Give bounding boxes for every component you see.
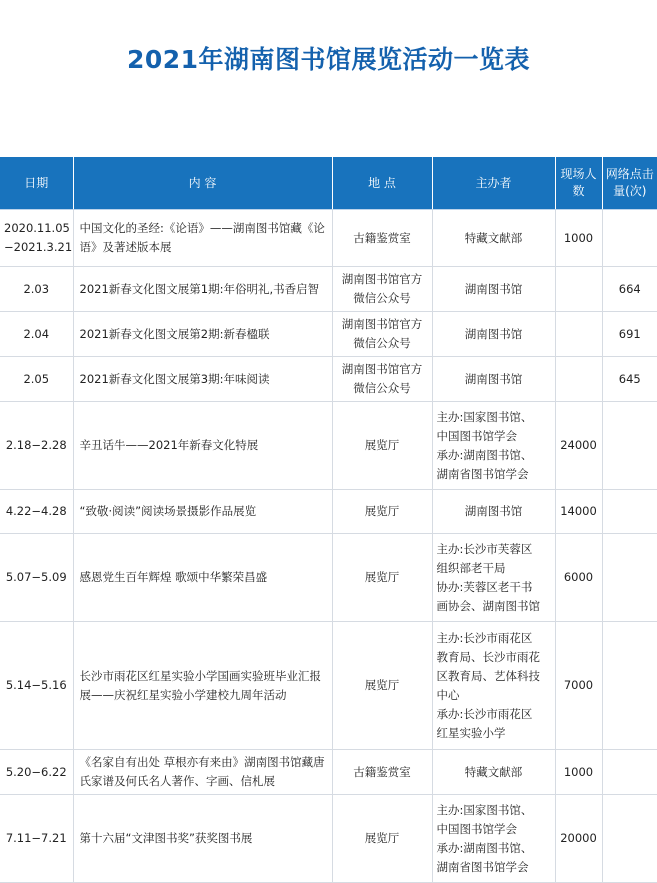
table-row [0, 490, 657, 534]
cell-clicks: 691 [602, 312, 657, 357]
table-row [0, 750, 657, 795]
cell-visitors: 7000 [555, 622, 602, 750]
organizer-line: 承办:湖南图书馆、 [436, 840, 533, 855]
cell-place: 展览厅 [332, 622, 432, 750]
cell-visitors [555, 312, 602, 357]
cell-content: 辛丑话牛——2021年新春文化特展 [73, 402, 332, 490]
cell-clicks [602, 622, 657, 750]
organizer-line: 湖南图书馆 [464, 326, 523, 341]
organizer-line: 湖南图书馆 [464, 371, 523, 386]
cell-clicks [602, 750, 657, 795]
cell-place: 展览厅 [332, 490, 432, 534]
organizer-line: 主办:国家图书馆、 [436, 409, 533, 424]
cell-content: 中国文化的圣经:《论语》——湖南图书馆藏《论语》及著述版本展 [73, 210, 332, 267]
organizer-line: 主办:国家图书馆、 [436, 802, 533, 817]
cell-date: 5.14−5.16 [0, 622, 73, 750]
header-date: 日期 [0, 157, 73, 210]
table-row [0, 210, 657, 267]
table-row [0, 402, 657, 490]
cell-organizer [432, 210, 555, 267]
cell-date: 5.07−5.09 [0, 534, 73, 622]
organizer-line: 中国图书馆学会 [436, 821, 517, 836]
cell-visitors: 14000 [555, 490, 602, 534]
cell-date: 2020.11.05 −2021.3.21 [0, 210, 73, 267]
cell-organizer [432, 402, 555, 490]
cell-organizer [432, 750, 555, 795]
table-row [0, 795, 657, 883]
cell-place: 展览厅 [332, 795, 432, 883]
organizer-line: 中国图书馆学会 [436, 428, 517, 443]
cell-date: 2.03 [0, 267, 73, 312]
cell-date: 7.11−7.21 [0, 795, 73, 883]
cell-clicks [602, 402, 657, 490]
cell-organizer [432, 312, 555, 357]
header-clicks: 网络点击量(次) [602, 157, 657, 210]
cell-content: 2021新春文化图文展第1期:年俗明礼,书香启智 [73, 267, 332, 312]
table-row [0, 534, 657, 622]
organizer-line: 承办:长沙市雨花区 [436, 706, 533, 721]
exhibition-table [0, 157, 657, 883]
organizer-line: 协办:芙蓉区老干书 [436, 579, 533, 594]
header-visitors: 现场人数 [555, 157, 602, 210]
cell-visitors: 1000 [555, 750, 602, 795]
cell-visitors [555, 267, 602, 312]
cell-organizer [432, 357, 555, 402]
cell-content: 第十六届“文津图书奖”获奖图书展 [73, 795, 332, 883]
organizer-line: 湖南图书馆 [464, 281, 523, 296]
cell-visitors: 6000 [555, 534, 602, 622]
cell-visitors: 20000 [555, 795, 602, 883]
header-content: 内 容 [73, 157, 332, 210]
cell-place: 古籍鉴赏室 [332, 750, 432, 795]
header-place: 地 点 [332, 157, 432, 210]
cell-visitors: 24000 [555, 402, 602, 490]
cell-date: 2.05 [0, 357, 73, 402]
cell-date: 2.04 [0, 312, 73, 357]
organizer-line: 区教育局、艺体科技 [436, 668, 540, 683]
cell-place: 展览厅 [332, 402, 432, 490]
cell-content: 长沙市雨花区红星实验小学国画实验班毕业汇报展——庆祝红星实验小学建校九周年活动 [73, 622, 332, 750]
organizer-line: 中心 [436, 687, 460, 702]
organizer-line: 承办:湖南图书馆、 [436, 447, 533, 462]
organizer-line: 特藏文献部 [464, 230, 523, 245]
table-header-row [0, 157, 657, 210]
cell-clicks [602, 795, 657, 883]
table-row [0, 622, 657, 750]
organizer-line: 主办:长沙市雨花区 [436, 630, 533, 645]
cell-content: 《名家自有出处 草根亦有来由》湖南图书馆藏唐氏家谱及何氏名人著作、字画、信札展 [73, 750, 332, 795]
cell-place: 古籍鉴赏室 [332, 210, 432, 267]
cell-date: 2.18−2.28 [0, 402, 73, 490]
cell-organizer [432, 534, 555, 622]
table-row [0, 357, 657, 402]
cell-organizer [432, 795, 555, 883]
cell-place: 湖南图书馆官方微信公众号 [332, 312, 432, 357]
cell-place: 湖南图书馆官方微信公众号 [332, 267, 432, 312]
header-organizer: 主办者 [432, 157, 555, 210]
cell-clicks: 664 [602, 267, 657, 312]
cell-content: 2021新春文化图文展第3期:年味阅读 [73, 357, 332, 402]
cell-organizer [432, 490, 555, 534]
table-row [0, 312, 657, 357]
cell-place: 湖南图书馆官方微信公众号 [332, 357, 432, 402]
cell-content: 感恩党生百年辉煌 歌颂中华繁荣昌盛 [73, 534, 332, 622]
cell-date: 5.20−6.22 [0, 750, 73, 795]
cell-clicks [602, 490, 657, 534]
cell-content: 2021新春文化图文展第2期:新春楹联 [73, 312, 332, 357]
cell-content: “致敬·阅读”阅读场景摄影作品展览 [73, 490, 332, 534]
organizer-line: 教育局、长沙市雨花 [436, 649, 540, 664]
cell-clicks: 645 [602, 357, 657, 402]
organizer-line: 特藏文献部 [464, 764, 523, 779]
cell-place: 展览厅 [332, 534, 432, 622]
organizer-line: 湖南图书馆 [464, 504, 523, 518]
organizer-line: 湖南省图书馆学会 [436, 859, 529, 874]
cell-clicks [602, 534, 657, 622]
cell-date: 4.22−4.28 [0, 490, 73, 534]
cell-organizer [432, 622, 555, 750]
cell-clicks [602, 210, 657, 267]
table-row [0, 267, 657, 312]
organizer-line: 红星实验小学 [436, 725, 506, 740]
organizer-line: 组织部老干局 [436, 560, 506, 575]
organizer-line: 湖南省图书馆学会 [436, 466, 529, 481]
organizer-line: 主办:长沙市芙蓉区 [436, 541, 533, 556]
organizer-line: 画协会、湖南图书馆 [436, 598, 540, 613]
cell-visitors: 1000 [555, 210, 602, 267]
cell-visitors [555, 357, 602, 402]
cell-organizer [432, 267, 555, 312]
page-title: 2021年湖南图书馆展览活动一览表 [126, 45, 531, 74]
table-body [0, 210, 657, 883]
